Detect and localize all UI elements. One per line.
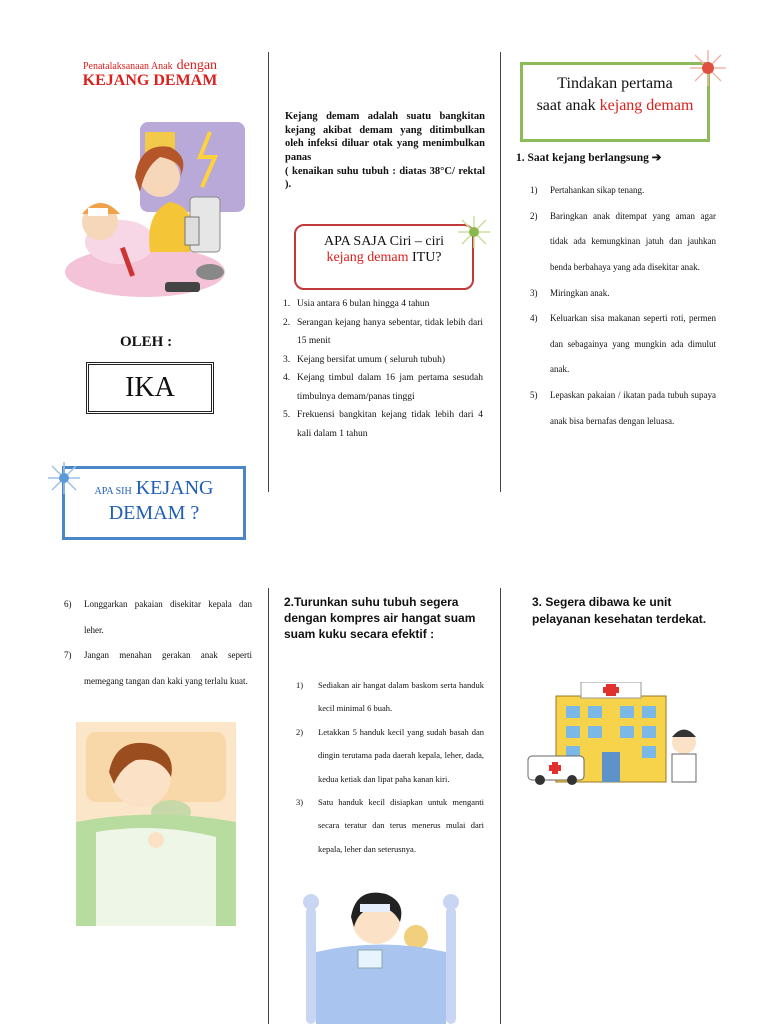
ciri-line1: APA SAJA Ciri – ciri	[323, 234, 445, 249]
list-item: 3) Satu handuk kecil disiapkan untuk menganti secara teratur dan terus menerus mulai dari kepala, leher dan seterusnya.	[296, 796, 484, 854]
tindakan-box	[520, 62, 710, 142]
divider-1	[268, 52, 269, 492]
list-item: 5) Lepaskan pakaian / ikatan pada tubuh supaya anak bisa bernafas dengan leluasa.	[530, 390, 716, 426]
ciri-red: kejang demam	[326, 250, 409, 265]
list-item: 3) Miringkan anak.	[530, 287, 610, 298]
list-item: 3. Kejang bersifat umum ( seluruh tubuh)	[283, 354, 446, 365]
author-box	[86, 362, 214, 414]
divider-3	[268, 588, 269, 1024]
ciri-end: ITU?	[411, 250, 442, 265]
hospital-illustration	[526, 682, 702, 786]
sparkle-icon	[456, 214, 492, 250]
panel5-heading: 2.Turunkan suhu tubuh segera dengan kompres air hangat suam suam kuku secara efektif :	[284, 595, 476, 642]
list-item: 2) Letakkan 5 handuk kecil yang sudah basah dan dingin terutama pada daerah kepala, leher, dada, kedua ketiak dan lipat paha kanan kiri.	[296, 726, 484, 784]
panel4-steps	[64, 592, 252, 695]
list-item: 2. Serangan kejang hanya sebentar, tidak lebih dari 15 menit	[283, 317, 483, 347]
list-item: 1) Pertahankan sikap tenang.	[530, 185, 645, 195]
oleh-label: OLEH :	[120, 334, 173, 350]
apa-sih-label: APA SIH	[94, 486, 132, 497]
sparkle-icon	[46, 460, 82, 496]
divider-2	[500, 52, 501, 492]
sparkle-icon	[688, 48, 728, 88]
sick-child-illustration	[76, 722, 236, 926]
panel6-heading: 3. Segera dibawa ke unit pelayanan kesehatan terdekat.	[532, 595, 707, 626]
kejang-label: KEJANG	[135, 477, 214, 499]
divider-4	[500, 588, 501, 1024]
subtitle-small: Penatalaksanaan Anak	[82, 61, 173, 72]
subtitle-dengan: dengan	[176, 58, 218, 73]
tindakan-line1: Tindakan pertama	[557, 75, 673, 92]
panel3-heading: 1. Saat kejang berlangsung ➔	[516, 152, 662, 164]
cover-title: KEJANG DEMAM	[82, 72, 218, 89]
definition-body: Kejang demam adalah suatu bangkitan kejang akibat demam yang ditimbulkan oleh infeksi diluar otak yang menimbulkan panas	[285, 111, 485, 163]
list-item: 4) Keluarkan sisa makanan seperti roti, permen dan sebagainya yang mungkin ada dimulut anak.	[530, 313, 716, 375]
mother-child-illustration	[60, 122, 245, 302]
demam-question: DEMAM ?	[108, 502, 200, 524]
list-item: 5. Frekuensi bangkitan kejang tidak lebih dari 4 kali dalam 1 tahun	[283, 410, 483, 439]
panel5-steps	[296, 674, 484, 861]
list-item: 7) Jangan menahan gerakan anak seperti memegang tangan dan kaki yang terlalu kuat.	[64, 650, 252, 686]
ciri-box	[294, 224, 474, 290]
panel3-steps	[530, 178, 716, 434]
definition-note: ( kenaikan suhu tubuh : diatas 38°C/ rektal ).	[285, 165, 485, 191]
list-item: 2) Baringkan anak ditempat yang aman agar tidak ada kemungkinan jatuh dan jauhkan benda berbahaya yang ada disekitar anak.	[530, 210, 716, 272]
list-item: 1) Sediakan air hangat dalam baskom serta handuk kecil minimal 6 buah.	[296, 680, 484, 714]
list-item: 4. Kejang timbul dalam 16 jam pertama sesudah timbulnya demam/panas tinggi	[283, 373, 483, 402]
list-item: 1. Usia antara 6 bulan hingga 4 tahun	[283, 299, 430, 309]
definition-text	[285, 110, 485, 192]
author-name: IKA	[125, 372, 175, 403]
ciri-list	[283, 295, 483, 443]
apa-sih-box	[62, 466, 246, 540]
tindakan-red: kejang demam	[599, 96, 694, 114]
tindakan-line2: saat anak	[536, 96, 596, 114]
list-item: 6) Longgarkan pakaian disekitar kepala dan leher.	[64, 599, 252, 635]
child-in-bed-illustration	[296, 882, 466, 1024]
